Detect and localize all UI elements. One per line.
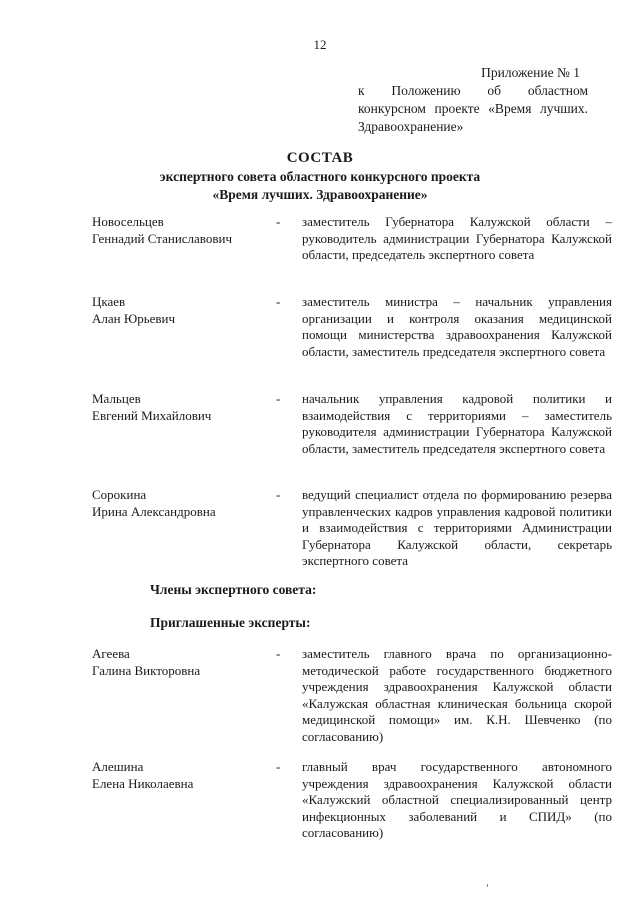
appendix-line: к Положению об областном <box>358 83 588 98</box>
member-given-names: Евгений Михайлович <box>92 407 212 423</box>
member-description: заместитель Губернатора Калужской области – руководитель администрации Губернатора Калужской области, председатель экспертного совета <box>302 214 612 262</box>
page-number: 12 <box>313 37 327 52</box>
expert-description: заместитель главного врача по организационно-методической работе государственного бюджетного учреждения здравоохранения Калужской области «Калужская областная клиническая больница скорой медицинской помощи» им. К.Н. Шевченко (по согласованию) <box>302 646 612 744</box>
member-name <box>92 487 272 520</box>
appendix-line: конкурсном проекте «Время лучших. <box>358 101 588 116</box>
member-description: начальник управления кадровой политики и взаимодействия с территориями – заместитель руководителя администрации Губернатора Калужской области, заместитель председателя экспертного совета <box>302 391 612 456</box>
appendix-block <box>358 64 588 136</box>
member-name <box>92 294 272 327</box>
member-name <box>92 391 272 424</box>
member-given-names: Геннадий Станиславович <box>92 230 232 246</box>
member-given-names: Ирина Александровна <box>92 503 216 519</box>
member-dash: - <box>276 294 281 309</box>
expert-given-names: Елена Николаевна <box>92 775 194 791</box>
expert-name <box>92 759 272 792</box>
member-name <box>92 214 272 247</box>
expert-surname: Агеева <box>92 646 130 661</box>
appendix-title: Приложение № 1 <box>481 65 580 80</box>
expert-dash: - <box>276 646 281 661</box>
scan-speck <box>487 884 488 887</box>
expert-name <box>92 646 272 679</box>
member-description: заместитель министра – начальник управления организации и контроля оказания медицинской помощи министерства здравоохранения Калужской области, заместитель председателя экспертного совета <box>302 294 612 359</box>
member-description: ведущий специалист отдела по формированию резерва управленческих кадров управления кадровой политики и взаимодействия с территориями Администрации Губернатора Калужской области, секретарь экспертного совета <box>302 487 612 568</box>
document-title: СОСТАВ <box>286 150 354 166</box>
member-surname: Сорокина <box>92 487 147 502</box>
expert-description: главный врач государственного автономного учреждения здравоохранения Калужской области «Калужский областной специализированный центр инфекционных заболеваний и СПИД» (по согласованию) <box>302 759 612 840</box>
member-surname: Новосельцев <box>92 214 164 229</box>
expert-dash: - <box>276 759 281 774</box>
document-subtitle: «Время лучших. Здравоохранение» <box>212 187 428 202</box>
member-dash: - <box>276 214 281 229</box>
member-surname: Мальцев <box>92 391 141 406</box>
member-given-names: Алан Юрьевич <box>92 310 176 326</box>
expert-surname: Алешина <box>92 759 144 774</box>
appendix-line: Здравоохранение» <box>358 119 464 134</box>
document-subtitle: экспертного совета областного конкурсного проекта <box>159 169 481 184</box>
member-dash: - <box>276 391 281 406</box>
section-heading-members: Члены экспертного совета: <box>150 582 317 597</box>
member-dash: - <box>276 487 281 502</box>
section-heading-invited: Приглашенные эксперты: <box>150 615 311 630</box>
member-surname: Цкаев <box>92 294 126 309</box>
expert-given-names: Галина Викторовна <box>92 662 201 678</box>
